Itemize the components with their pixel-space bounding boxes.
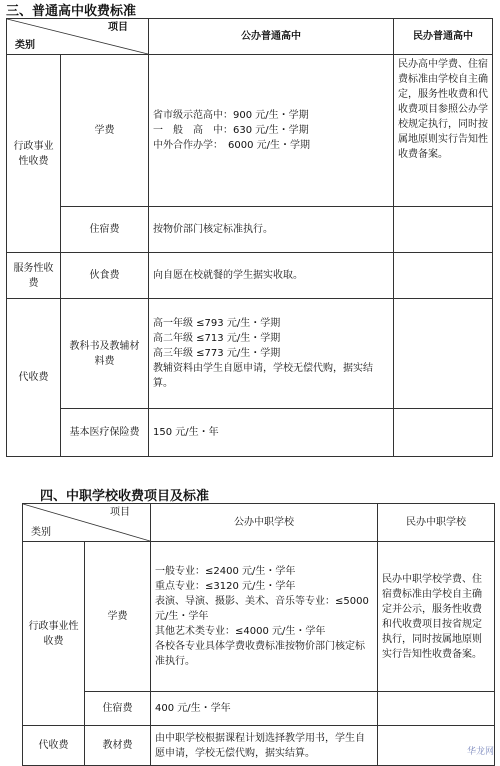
section3-medical-text: 150 元/生・年	[149, 409, 394, 457]
section4-col-public: 公办中职学校	[151, 504, 378, 542]
section3-header-item: 项目	[108, 22, 128, 33]
section4-lodging-text: 400 元/生・学年	[151, 692, 378, 726]
section3-tuition-line: 省市级示范高中：900 元/生・学期	[153, 110, 309, 121]
section3-col-private: 民办普通高中	[394, 19, 493, 55]
section4-tuition-line: 一般专业：≤2400 元/生・学年	[155, 566, 296, 577]
watermark-logo: 华龙网	[466, 747, 494, 757]
section3-meal-text: 向自愿在校就餐的学生据实收取。	[149, 253, 394, 299]
section3-service-category: 服务性收费	[7, 253, 61, 299]
section3-books-line: 高二年级 ≤713 元/生・学期	[153, 333, 281, 344]
section3-books-private	[394, 299, 493, 409]
section3-header-diagonal	[7, 19, 149, 55]
section4-title: 四、中职学校收费项目及标准	[40, 489, 210, 504]
section4-lodging-label: 住宿费	[85, 692, 151, 726]
section3-books-line: 高一年级 ≤793 元/生・学期	[153, 318, 281, 329]
section3-lodging-label: 住宿费	[61, 207, 149, 253]
section4-tuition-cell	[151, 542, 378, 692]
section4-tuition-line: 其他艺术类专业：≤4000 元/生・学年	[155, 626, 326, 637]
section3-lodging-text: 按物价部门核定标准执行。	[149, 207, 394, 253]
section3-agency-category: 代收费	[7, 299, 61, 457]
section3-private-note: 民办高中学费、住宿费标准由学校自主确定，服务性收费和代收费项目参照公办学校规定执行，同时按属地原则实行告知性收费备案。	[394, 55, 493, 207]
section4-tuition-line: 表演、导演、摄影、美术、音乐等专业：≤5000 元/生・学年	[155, 596, 369, 622]
section3-tuition-line: 中外合作办学： 6000 元/生・学期	[153, 140, 310, 151]
section3-lodging-private	[394, 207, 493, 253]
section4-tuition-line: 各校各专业具体学费收费标准按物价部门核定标准执行。	[155, 641, 365, 667]
section4-header-item: 项目	[110, 507, 130, 518]
section3-admin-category: 行政事业性收费	[7, 55, 61, 253]
section4-books-label: 教材费	[85, 726, 151, 766]
section3-medical-private	[394, 409, 493, 457]
section3-tuition-label: 学费	[61, 55, 149, 207]
section3-header-category: 类别	[15, 40, 35, 51]
section3-title: 三、普通高中收费标准	[6, 4, 137, 19]
section4-agency-category: 代收费	[23, 726, 85, 766]
section3-books-line: 高三年级 ≤773 元/生・学期	[153, 348, 281, 359]
section3-books-line: 教辅资料由学生自愿申请，学校无偿代购，据实结算。	[153, 363, 373, 389]
section3-tuition-cell	[149, 55, 394, 207]
section3-meal-private	[394, 253, 493, 299]
section4-table	[22, 503, 495, 766]
section4-header-diagonal	[23, 504, 151, 542]
section4-tuition-line: 重点专业：≤3120 元/生・学年	[155, 581, 296, 592]
section3-books-cell	[149, 299, 394, 409]
section3-col-public: 公办普通高中	[149, 19, 394, 55]
section3-medical-label: 基本医疗保险费	[61, 409, 149, 457]
section4-header-category: 类别	[31, 527, 51, 538]
section4-lodging-private	[378, 692, 495, 726]
section3-tuition-line: 一 般 高 中：630 元/生・学期	[153, 125, 309, 136]
section4-col-private: 民办中职学校	[378, 504, 495, 542]
section3-table	[6, 18, 493, 457]
section4-admin-category: 行政事业性收费	[23, 542, 85, 726]
section3-meal-label: 伙食费	[61, 253, 149, 299]
section4-books-text: 由中职学校根据课程计划选择教学用书，学生自愿申请，学校无偿代购，据实结算。	[151, 726, 378, 766]
section3-books-label: 教科书及教辅材料费	[61, 299, 149, 409]
section4-tuition-label: 学费	[85, 542, 151, 692]
section4-private-note: 民办中职学校学费、住宿费标准由学校自主确定并公示，服务性收费和代收费项目按省规定执行，同时按属地原则实行告知性收费备案。	[378, 542, 495, 692]
